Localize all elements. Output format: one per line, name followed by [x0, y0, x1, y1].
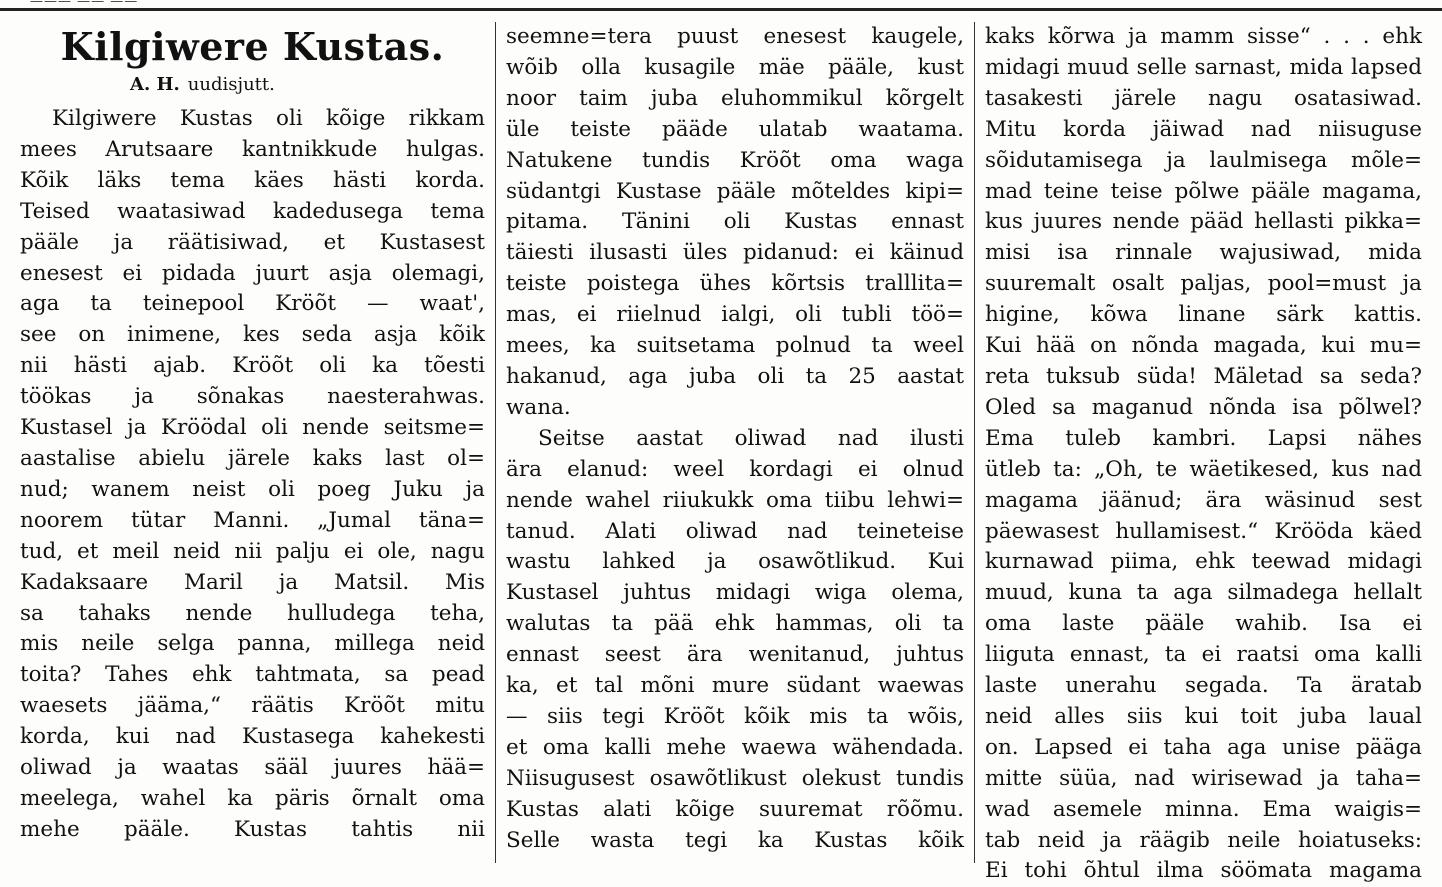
column-3-text — [985, 22, 1422, 887]
text-line: mis neile selga panna, millega neid — [20, 631, 485, 657]
text-line: nud; wanem neist oli poeg Juku ja — [20, 476, 485, 502]
text-line: toita? Tahes ehk tahtmata, sa pead — [20, 662, 485, 688]
text-line: Seitse aastat oliwad nad ilusti — [538, 425, 964, 451]
text-line: nende wahel riiukukk oma tiibu lehwi= — [506, 487, 964, 513]
text-line: ka, et tal mõni mure südant waewas — [506, 673, 964, 699]
text-line: oma laste pääle wahib. Isa ei — [985, 611, 1422, 637]
text-line: midagi muud selle sarnast, mida lapsed — [985, 54, 1422, 80]
text-line: Kustasel juhtus midagi wiga olema, — [506, 580, 964, 606]
text-line: tab neid ja räägib neile hoiatuseks: — [985, 827, 1422, 853]
text-line: walutas ta pää ehk hammas, oli ta — [506, 611, 964, 637]
article-title: Kilgiwere Kustas. — [60, 24, 445, 69]
text-line: Oled sa maganud nõnda isa põlwel? — [985, 394, 1422, 420]
text-line: magama jäänud; ära wäsinud sest — [985, 487, 1422, 513]
text-line: nii hästi ajab. Kröõt oli ka tõesti — [20, 353, 485, 379]
newspaper-page — [10, 22, 1432, 884]
text-line: waesets jääma,“ räätis Kröõt mitu — [20, 693, 485, 719]
text-line: tanud. Alati oliwad nad teineteise — [506, 518, 964, 544]
text-line: päewasest hullamisest.“ Krööda käed — [985, 518, 1422, 544]
text-line: see on inimene, kes seda asja kõik — [20, 322, 485, 348]
text-line: aga ta teinepool Kröõt — waat', — [20, 291, 485, 317]
text-line: ennast seest ära wenitanud, juhtus — [506, 642, 964, 668]
text-line: Kui hää on nõnda magada, kui mu= — [985, 333, 1422, 359]
text-line: mees Arutsaare kantnikkude hulgas. — [20, 136, 485, 162]
text-line: Mitu korda jäiwad nad niisuguse — [985, 116, 1422, 142]
text-line: muud, kuna ta aga silmadega hellalt — [985, 580, 1422, 606]
text-line: wad asemele minna. Ema waigis= — [985, 796, 1422, 822]
text-line: Ei tohi õhtul ilma söömata magama — [985, 858, 1422, 884]
text-line: reta tuksub süda! Mäletad sa seda? — [985, 363, 1422, 389]
text-line: meelega, wahel ka päris õrnalt oma — [20, 785, 485, 811]
text-line: südantgi Kustase pääle mõteldes kipi= — [506, 178, 964, 204]
text-line: aastalise abielu järele kaks last ol= — [20, 445, 485, 471]
article-author: A. H. — [130, 74, 180, 95]
text-line: Ema tuleb kambri. Lapsi nähes — [985, 425, 1422, 451]
text-line: wana. — [506, 394, 571, 420]
text-line: mad teine teise põlwe pääle magama, — [985, 178, 1422, 204]
text-line: Kustasel ja Kröödal oli nende seitsme= — [20, 415, 485, 441]
text-line: sõidutamisega ja laulmisega mõle= — [985, 147, 1422, 173]
text-line: mitte süüa, nad wirisewad ja taha= — [985, 765, 1422, 791]
text-line: kus juures nende pääd hellasti pikka= — [985, 209, 1422, 235]
column-1-text — [20, 104, 485, 846]
text-line: Kustas alati kõige suuremat rõõmu. — [506, 796, 964, 822]
text-line: higine, kõwa linane särk kattis. — [985, 302, 1422, 328]
text-line: hakanud, aga juba oli ta 25 aastat — [506, 363, 964, 389]
text-line: misi isa rinnale wajusiwad, mida — [985, 240, 1422, 266]
text-line: oliwad ja waatas sääl juures hää= — [20, 755, 485, 781]
top-header-fragment: ——— —— —— — [30, 0, 139, 9]
top-rule — [0, 0, 1442, 11]
text-line: Kilgiwere Kustas oli kõige rikkam — [52, 106, 485, 131]
text-line: ütleb ta: „Oh, te wäetikesed, kus nad — [985, 456, 1422, 482]
text-line: kaks kõrwa ja mamm sisse“ . . . ehk — [985, 24, 1422, 49]
column-2 — [495, 22, 974, 863]
text-line: mees, ka suitsetama polnud ta weel — [506, 333, 964, 359]
text-line: Niisugusest osawõtlikust olekust tundis — [506, 765, 964, 791]
text-line: täiesti ilusasti üles pidanud: ei käinud — [506, 240, 964, 266]
text-line: korda, kui nad Kustasega kahekesti — [20, 724, 485, 750]
text-line: Kadaksaare Maril ja Matsil. Mis — [20, 569, 485, 595]
text-line: mas, ei riielnud ialgi, oli tubli töö= — [506, 302, 964, 328]
text-line: neid alles siis kui toit juba laual — [985, 703, 1422, 729]
article-byline — [20, 70, 485, 100]
text-line: kurnawad piima, ehk teewad midagi — [985, 549, 1422, 575]
text-line: laste unerahu segada. Ta äratab — [985, 673, 1422, 699]
text-line: enesest ei pidada juurt asja olemagi, — [20, 260, 485, 286]
text-line: üle teiste pääde ulatab waatama. — [506, 116, 964, 142]
text-line: wastu lahked ja osawõtlikud. Kui — [506, 549, 964, 575]
text-line: on. Lapsed ei taha aga unise pääga — [985, 734, 1422, 760]
text-line: Teised waatasiwad kadedusega tema — [20, 198, 485, 224]
column-1 — [10, 22, 495, 863]
text-line: ära elanud: weel kordagi ei olnud — [506, 456, 964, 482]
text-line: Natukene tundis Kröõt oma waga — [506, 147, 964, 173]
text-line: pitama. Tänini oli Kustas ennast — [506, 209, 964, 235]
text-line: Kõik läks tema käes hästi korda. — [20, 167, 485, 193]
text-line: tud, et meil neid nii palju ei ole, nagu — [20, 538, 485, 564]
text-line: tasakesti järele nagu osatasiwad. — [985, 85, 1422, 111]
text-line: wõib olla kusagile mäe pääle, kust — [506, 54, 964, 80]
text-line: suuremalt osalt paljas, pool=must ja — [985, 271, 1422, 297]
text-line: pääle ja räätisiwad, et Kustasest — [20, 229, 485, 255]
text-line: töökas ja sõnakas naesterahwas. — [20, 384, 485, 410]
text-line: Selle wasta tegi ka Kustas kõik — [506, 827, 964, 853]
text-line: noorem tütar Manni. „Jumal täna= — [20, 507, 485, 533]
text-line: teiste poistega ühes kõrtsis tralllita= — [506, 271, 964, 297]
text-line: liiguta ennast, ta ei raatsi oma kalli — [985, 642, 1422, 668]
text-line: mehe pääle. Kustas tahtis nii — [20, 816, 485, 842]
text-line: et oma kalli mehe waewa wähendada. — [506, 734, 964, 760]
text-line: — siis tegi Kröõt kõik mis ta wõis, — [506, 703, 964, 729]
text-line: sa tahaks nende hulludega teha, — [20, 600, 485, 626]
article-genre: uudisjutt. — [187, 74, 275, 95]
text-line: seemne=tera puust enesest kaugele, — [506, 24, 964, 49]
column-3 — [974, 22, 1432, 884]
text-line: noor taim juba eluhommikul kõrgelt — [506, 85, 964, 111]
column-2-text — [506, 22, 964, 856]
